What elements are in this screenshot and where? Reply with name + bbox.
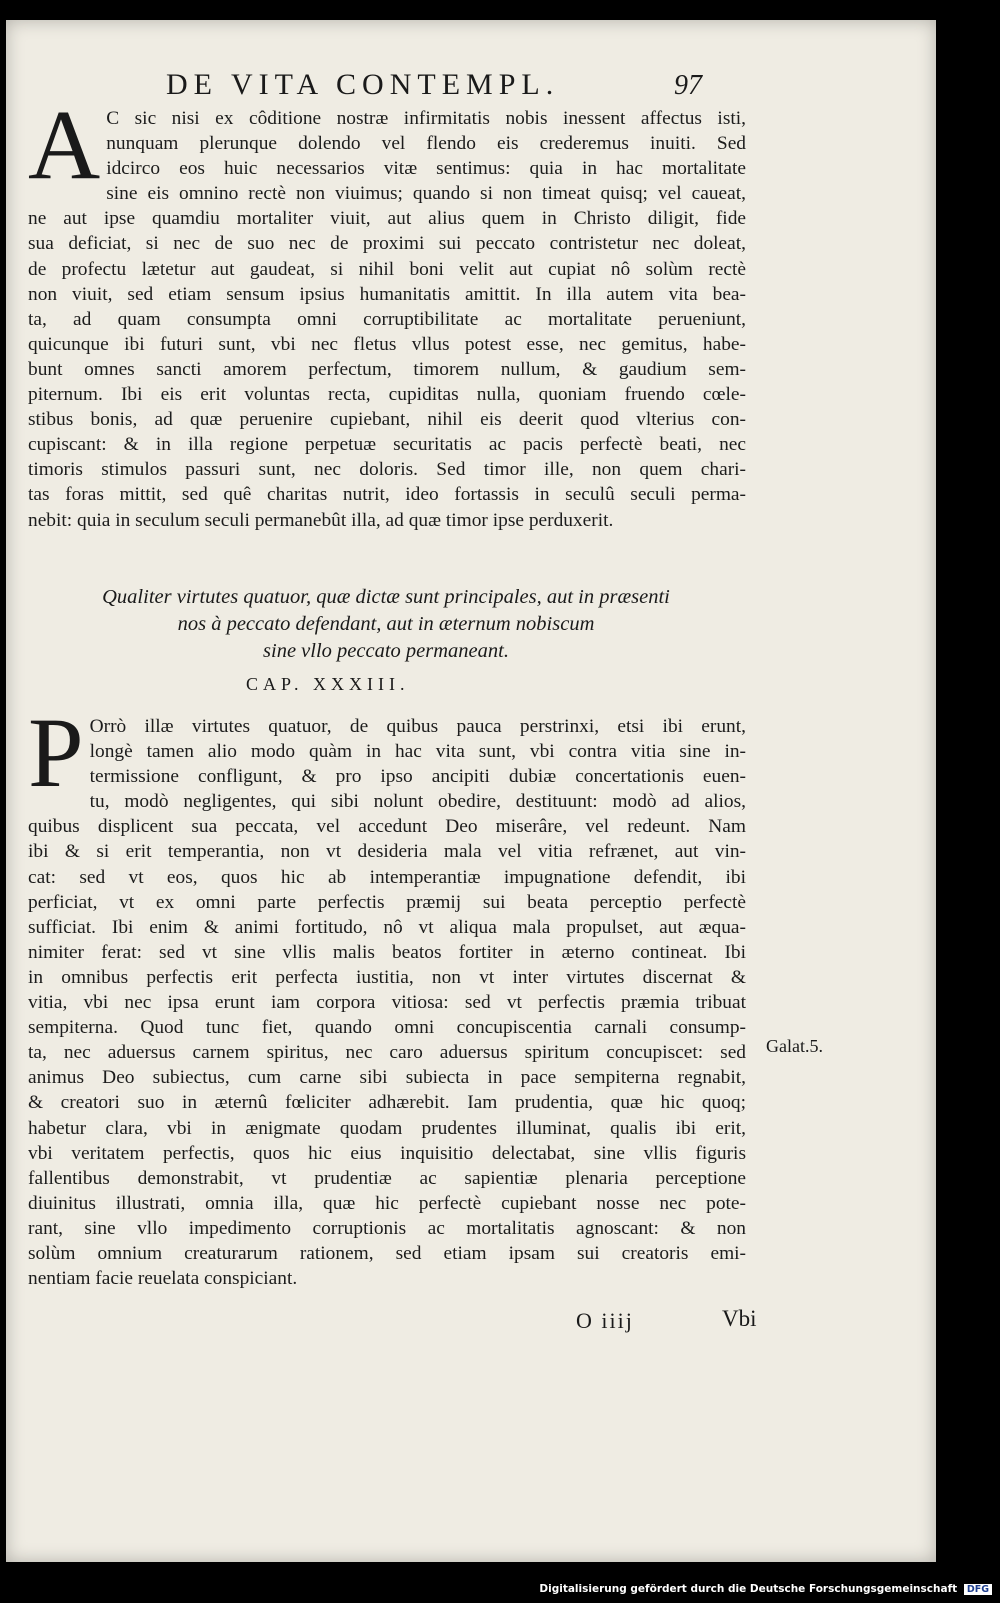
heading-line: nos à peccato defendant, aut in æternum nobiscum xyxy=(177,613,595,635)
text-line: fallentibus demonstrabit, vt prudentiæ ac sapientiæ plenaria perceptione xyxy=(28,1167,746,1189)
dropcap-initial: P xyxy=(28,697,84,808)
text-line: sine eis omnino rectè non viuimus; quando si non timeat quisq; vel caueat, xyxy=(106,183,746,205)
text-line: diuinitus illustrati, omnia illa, quæ hic perfectè cupiebant nosse nec pote- xyxy=(28,1192,746,1214)
text-line: sempiterna. Quod tunc fiet, quando omni concupiscentia carnali consump- xyxy=(28,1017,746,1039)
chapter-number: CAP. XXXIII. xyxy=(246,674,410,694)
text-line: quicunque ibi futuri sunt, vbi nec fletus vllus potest esse, nec gemitus, habe- xyxy=(28,333,746,355)
text-line: nimiter ferat: sed vt sine vllis malis beatos fortiter in æterno contineat. Ibi xyxy=(28,941,746,963)
page-number: 97 xyxy=(674,70,702,101)
signature-mark: O iiij xyxy=(576,1308,634,1333)
text-line: stibus bonis, ad quæ peruenire cupiebant, nihil eis deerit quod vlterius con- xyxy=(28,409,746,431)
text-line: timoris stimulos passuri sunt, nec doloris. Sed timor ille, non quem chari- xyxy=(28,459,746,481)
text-line: C sic nisi ex côditione nostræ infirmitatis nobis inessent affectus isti, xyxy=(106,108,746,129)
text-line: non viuit, sed etiam sensum ipsius humanitatis amittit. In illa autem vita bea- xyxy=(28,283,746,305)
text-line: in omnibus perfectis erit perfecta iustitia, non vt inter virtutes discernat & xyxy=(28,966,746,988)
margin-note: Galat.5. xyxy=(766,1036,823,1056)
text-line: nebit: quia in seculum seculi permanebût illa, ad quæ timor ipse perduxerit. xyxy=(28,509,614,531)
text-line: cat: sed vt eos, quos hic ab intemperantiæ impugnatione defendit, ibi xyxy=(28,866,746,888)
text-line: ne aut ipse quamdiu mortaliter viuit, aut alius quem in Christo diligit, fide xyxy=(28,208,746,230)
text-line: tas foras mittit, sed quê charitas nutrit, ideo fortassis in seculû seculi perma- xyxy=(28,484,746,506)
text-line: perficiat, vt ex omni parte perfectis præmij sui beata perceptio perfectè xyxy=(28,891,746,913)
text-line: rant, sine vllo impedimento corruptionis ac mortalitatis agnoscant: & non xyxy=(28,1217,746,1239)
text-line: nentiam facie reuelata conspiciant. xyxy=(28,1268,298,1290)
running-head: DE VITA CONTEMPL. xyxy=(166,68,560,101)
text-line: solùm omnium creaturarum rationem, sed etiam ipsam sui creatoris emi- xyxy=(28,1242,746,1264)
text-line: termissione confligunt, & pro ipso ancipiti dubiæ concertationis euen- xyxy=(89,766,746,788)
catchword: Vbi xyxy=(722,1306,757,1331)
text-line: vbi veritatem perfectis, quos hic eius inquisitio delectabat, sine vllis figuris xyxy=(28,1142,746,1164)
credit-text: Digitalisierung gefördert durch die Deutsche Forschungsgemeinschaft xyxy=(539,1583,958,1595)
paragraph-1 xyxy=(28,89,746,533)
text-line: & creatori suo in æternû fœliciter adhærebit. Iam prudentia, quæ hic quoq; xyxy=(28,1092,746,1114)
text-line: de profectu lætetur aut gaudeat, si nihil boni velit aut cupiat nô solùm rectè xyxy=(28,258,746,280)
text-line: piternum. Ibi eis erit voluntas recta, cupiditas nulla, quoniam fruendo cœle- xyxy=(28,384,746,406)
text-line: sua deficiat, si nec de suo nec de proximi sui peccato contristetur nec doleat, xyxy=(28,233,746,255)
text-line: nunquam plerunque dolendo vel flendo eis crederemus inuiti. Sed xyxy=(106,133,746,155)
book-page xyxy=(6,20,936,1562)
text-line: ta, ad quam consumpta omni corruptibilitate ac mortalitate perueniunt, xyxy=(28,308,746,330)
heading-line: Qualiter virtutes quatuor, quæ dictæ sunt principales, aut in præsenti xyxy=(102,586,670,608)
dropcap-initial: A xyxy=(28,89,101,200)
text-line: tu, modò negligentes, qui sibi nolunt obedire, destituunt: modò ad alios, xyxy=(89,791,746,813)
text-line: vitia, vbi nec ipsa erunt iam corpora vitiosa: sed vt perfectis præmia tribuat xyxy=(28,992,746,1014)
text-line: ibi & si erit temperantia, non vt desideria mala vel vitia refrænet, aut vin- xyxy=(28,841,746,863)
text-line: idcirco eos huic necessarios vitæ sentimus: quia in hac mortalitate xyxy=(106,158,746,180)
text-line: quibus displicent sua peccata, vel accedunt Deo miserâre, vel redeunt. Nam xyxy=(28,816,746,838)
text-line: cupiscant: & in illa regione perpetuæ securitatis ac pacis perfectè beati, nec xyxy=(28,434,746,456)
paragraph-2 xyxy=(28,697,746,1291)
text-line: bunt omnes sancti amorem perfectum, timorem nullum, & gaudium sem- xyxy=(28,358,746,380)
text-line: animus Deo subiectus, cum carne sibi subiecta in pace sempiterna regnabit, xyxy=(28,1067,746,1089)
digitization-credit xyxy=(539,1583,992,1595)
text-line: Orrò illæ virtutes quatuor, de quibus pauca perstrinxi, etsi ibi erunt, xyxy=(89,716,746,737)
text-line: sufficiat. Ibi enim & animi fortitudo, nô vt aliqua mala propulset, aut æqua- xyxy=(28,916,746,938)
page-header xyxy=(6,68,936,108)
text-line: ta, nec aduersus carnem spiritus, nec caro aduersus spiritum concupiscet: sed xyxy=(28,1042,746,1064)
dfg-logo: DFG xyxy=(964,1584,992,1595)
heading-line: sine vllo peccato permaneant. xyxy=(263,640,509,662)
text-line: habetur clara, vbi in ænigmate quodam prudentes illuminat, qualis ibi erit, xyxy=(28,1117,746,1139)
section-heading xyxy=(46,584,726,665)
text-line: longè tamen alio modo quàm in hac vita sunt, vbi contra vitia sine in- xyxy=(89,741,746,763)
